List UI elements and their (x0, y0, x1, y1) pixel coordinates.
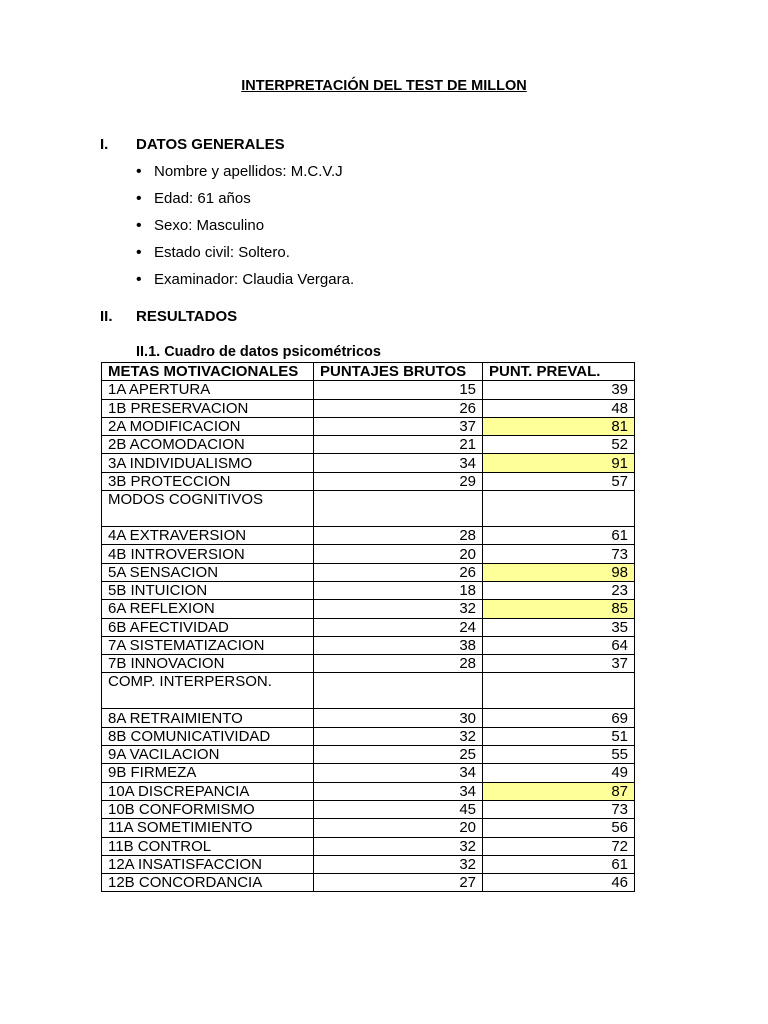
raw-score-cell: 32 (314, 855, 483, 873)
section-resultados-heading (100, 308, 237, 325)
section-title: DATOS GENERALES (136, 136, 285, 153)
raw-score-cell: 26 (314, 399, 483, 417)
raw-score-cell: 45 (314, 800, 483, 818)
prevalence-score-cell: 73 (483, 800, 635, 818)
raw-score-cell: 38 (314, 636, 483, 654)
prevalence-score-cell-highlighted: 91 (483, 454, 635, 472)
section-datos-generales-heading (100, 136, 285, 153)
raw-score-cell: 26 (314, 563, 483, 581)
table-row (102, 472, 635, 490)
scale-label-cell: 1A APERTURA (102, 381, 314, 399)
prevalence-score-cell: 48 (483, 399, 635, 417)
table-row (102, 581, 635, 599)
document-title: INTERPRETACIÓN DEL TEST DE MILLON (241, 78, 527, 94)
raw-score-cell: 18 (314, 581, 483, 599)
raw-score-cell: 30 (314, 709, 483, 727)
scale-label-cell: 6A REFLEXION (102, 600, 314, 618)
empty-cell (314, 491, 483, 527)
scale-label-cell: 12B CONCORDANCIA (102, 874, 314, 892)
raw-score-cell: 15 (314, 381, 483, 399)
column-header: PUNTAJES BRUTOS (314, 363, 483, 381)
scale-label-cell: 3B PROTECCION (102, 472, 314, 490)
prevalence-score-cell: 37 (483, 655, 635, 673)
prevalence-score-cell: 46 (483, 874, 635, 892)
scale-label-cell: 2A MODIFICACION (102, 417, 314, 435)
scale-label-cell: 8A RETRAIMIENTO (102, 709, 314, 727)
empty-cell (483, 491, 635, 527)
list-item: • Estado civil: Soltero. (136, 244, 354, 271)
prevalence-score-cell: 69 (483, 709, 635, 727)
prevalence-score-cell: 51 (483, 727, 635, 745)
scale-label-cell: 10B CONFORMISMO (102, 800, 314, 818)
table-row (102, 746, 635, 764)
table-caption: II.1. Cuadro de datos psicométricos (136, 344, 381, 360)
table-row (102, 527, 635, 545)
prevalence-score-cell: 73 (483, 545, 635, 563)
scale-label-cell: 11B CONTROL (102, 837, 314, 855)
scale-label-cell: 5A SENSACION (102, 563, 314, 581)
scale-label-cell: 4A EXTRAVERSION (102, 527, 314, 545)
prevalence-score-cell: 61 (483, 855, 635, 873)
general-data-list (136, 163, 354, 298)
column-header: PUNT. PREVAL. (483, 363, 635, 381)
raw-score-cell: 28 (314, 655, 483, 673)
list-item: • Examinador: Claudia Vergara. (136, 271, 354, 298)
raw-score-cell: 34 (314, 454, 483, 472)
scale-label-cell: 5B INTUICION (102, 581, 314, 599)
raw-score-cell: 32 (314, 727, 483, 745)
table-row (102, 709, 635, 727)
prevalence-score-cell-highlighted: 85 (483, 600, 635, 618)
raw-score-cell: 20 (314, 545, 483, 563)
table-row (102, 417, 635, 435)
scale-label-cell: 2B ACOMODACION (102, 436, 314, 454)
scale-label-cell: 10A DISCREPANCIA (102, 782, 314, 800)
prevalence-score-cell: 57 (483, 472, 635, 490)
raw-score-cell: 34 (314, 782, 483, 800)
raw-score-cell: 32 (314, 837, 483, 855)
section-number: I. (100, 136, 109, 153)
prevalence-score-cell-highlighted: 81 (483, 417, 635, 435)
prevalence-score-cell-highlighted: 87 (483, 782, 635, 800)
prevalence-score-cell: 23 (483, 581, 635, 599)
table-row (102, 436, 635, 454)
prevalence-score-cell-highlighted: 98 (483, 563, 635, 581)
raw-score-cell: 21 (314, 436, 483, 454)
list-item: • Sexo: Masculino (136, 217, 354, 244)
table-row (102, 800, 635, 818)
prevalence-score-cell: 39 (483, 381, 635, 399)
prevalence-score-cell: 52 (483, 436, 635, 454)
group-label-cell: COMP. INTERPERSON. (102, 673, 314, 709)
scale-label-cell: 12A INSATISFACCION (102, 855, 314, 873)
scale-label-cell: 7A SISTEMATIZACION (102, 636, 314, 654)
scale-label-cell: 1B PRESERVACION (102, 399, 314, 417)
table-row (102, 618, 635, 636)
list-item: • Edad: 61 años (136, 190, 354, 217)
table-row (102, 819, 635, 837)
group-label-cell: MODOS COGNITIVOS (102, 491, 314, 527)
table-row (102, 727, 635, 745)
prevalence-score-cell: 61 (483, 527, 635, 545)
table-row (102, 764, 635, 782)
table-row (102, 399, 635, 417)
raw-score-cell: 29 (314, 472, 483, 490)
section-title: RESULTADOS (136, 308, 238, 325)
scale-label-cell: 11A SOMETIMIENTO (102, 819, 314, 837)
empty-cell (483, 673, 635, 709)
raw-score-cell: 34 (314, 764, 483, 782)
prevalence-score-cell: 49 (483, 764, 635, 782)
raw-score-cell: 28 (314, 527, 483, 545)
scale-label-cell: 6B AFECTIVIDAD (102, 618, 314, 636)
scale-label-cell: 9B FIRMEZA (102, 764, 314, 782)
table-row (102, 837, 635, 855)
scale-label-cell: 4B INTROVERSION (102, 545, 314, 563)
prevalence-score-cell: 35 (483, 618, 635, 636)
prevalence-score-cell: 72 (483, 837, 635, 855)
table-row (102, 545, 635, 563)
table-row (102, 655, 635, 673)
column-header: METAS MOTIVACIONALES (102, 363, 314, 381)
raw-score-cell: 25 (314, 746, 483, 764)
scale-label-cell: 8B COMUNICATIVIDAD (102, 727, 314, 745)
raw-score-cell: 37 (314, 417, 483, 435)
list-item: • Nombre y apellidos: M.C.V.J (136, 163, 354, 190)
raw-score-cell: 32 (314, 600, 483, 618)
scale-label-cell: 9A VACILACION (102, 746, 314, 764)
raw-score-cell: 20 (314, 819, 483, 837)
table-row (102, 600, 635, 618)
psychometric-data-table (101, 362, 635, 892)
table-row (102, 454, 635, 472)
table-row (102, 563, 635, 581)
raw-score-cell: 24 (314, 618, 483, 636)
table-row (102, 636, 635, 654)
section-number: II. (100, 308, 113, 325)
scale-label-cell: 7B INNOVACION (102, 655, 314, 673)
empty-cell (314, 673, 483, 709)
table-row (102, 874, 635, 892)
prevalence-score-cell: 56 (483, 819, 635, 837)
table-row (102, 855, 635, 873)
table-header-row (102, 363, 635, 381)
prevalence-score-cell: 64 (483, 636, 635, 654)
prevalence-score-cell: 55 (483, 746, 635, 764)
table-group-row (102, 673, 635, 709)
scale-label-cell: 3A INDIVIDUALISMO (102, 454, 314, 472)
raw-score-cell: 27 (314, 874, 483, 892)
table-row (102, 782, 635, 800)
table-group-row (102, 491, 635, 527)
table-row (102, 381, 635, 399)
